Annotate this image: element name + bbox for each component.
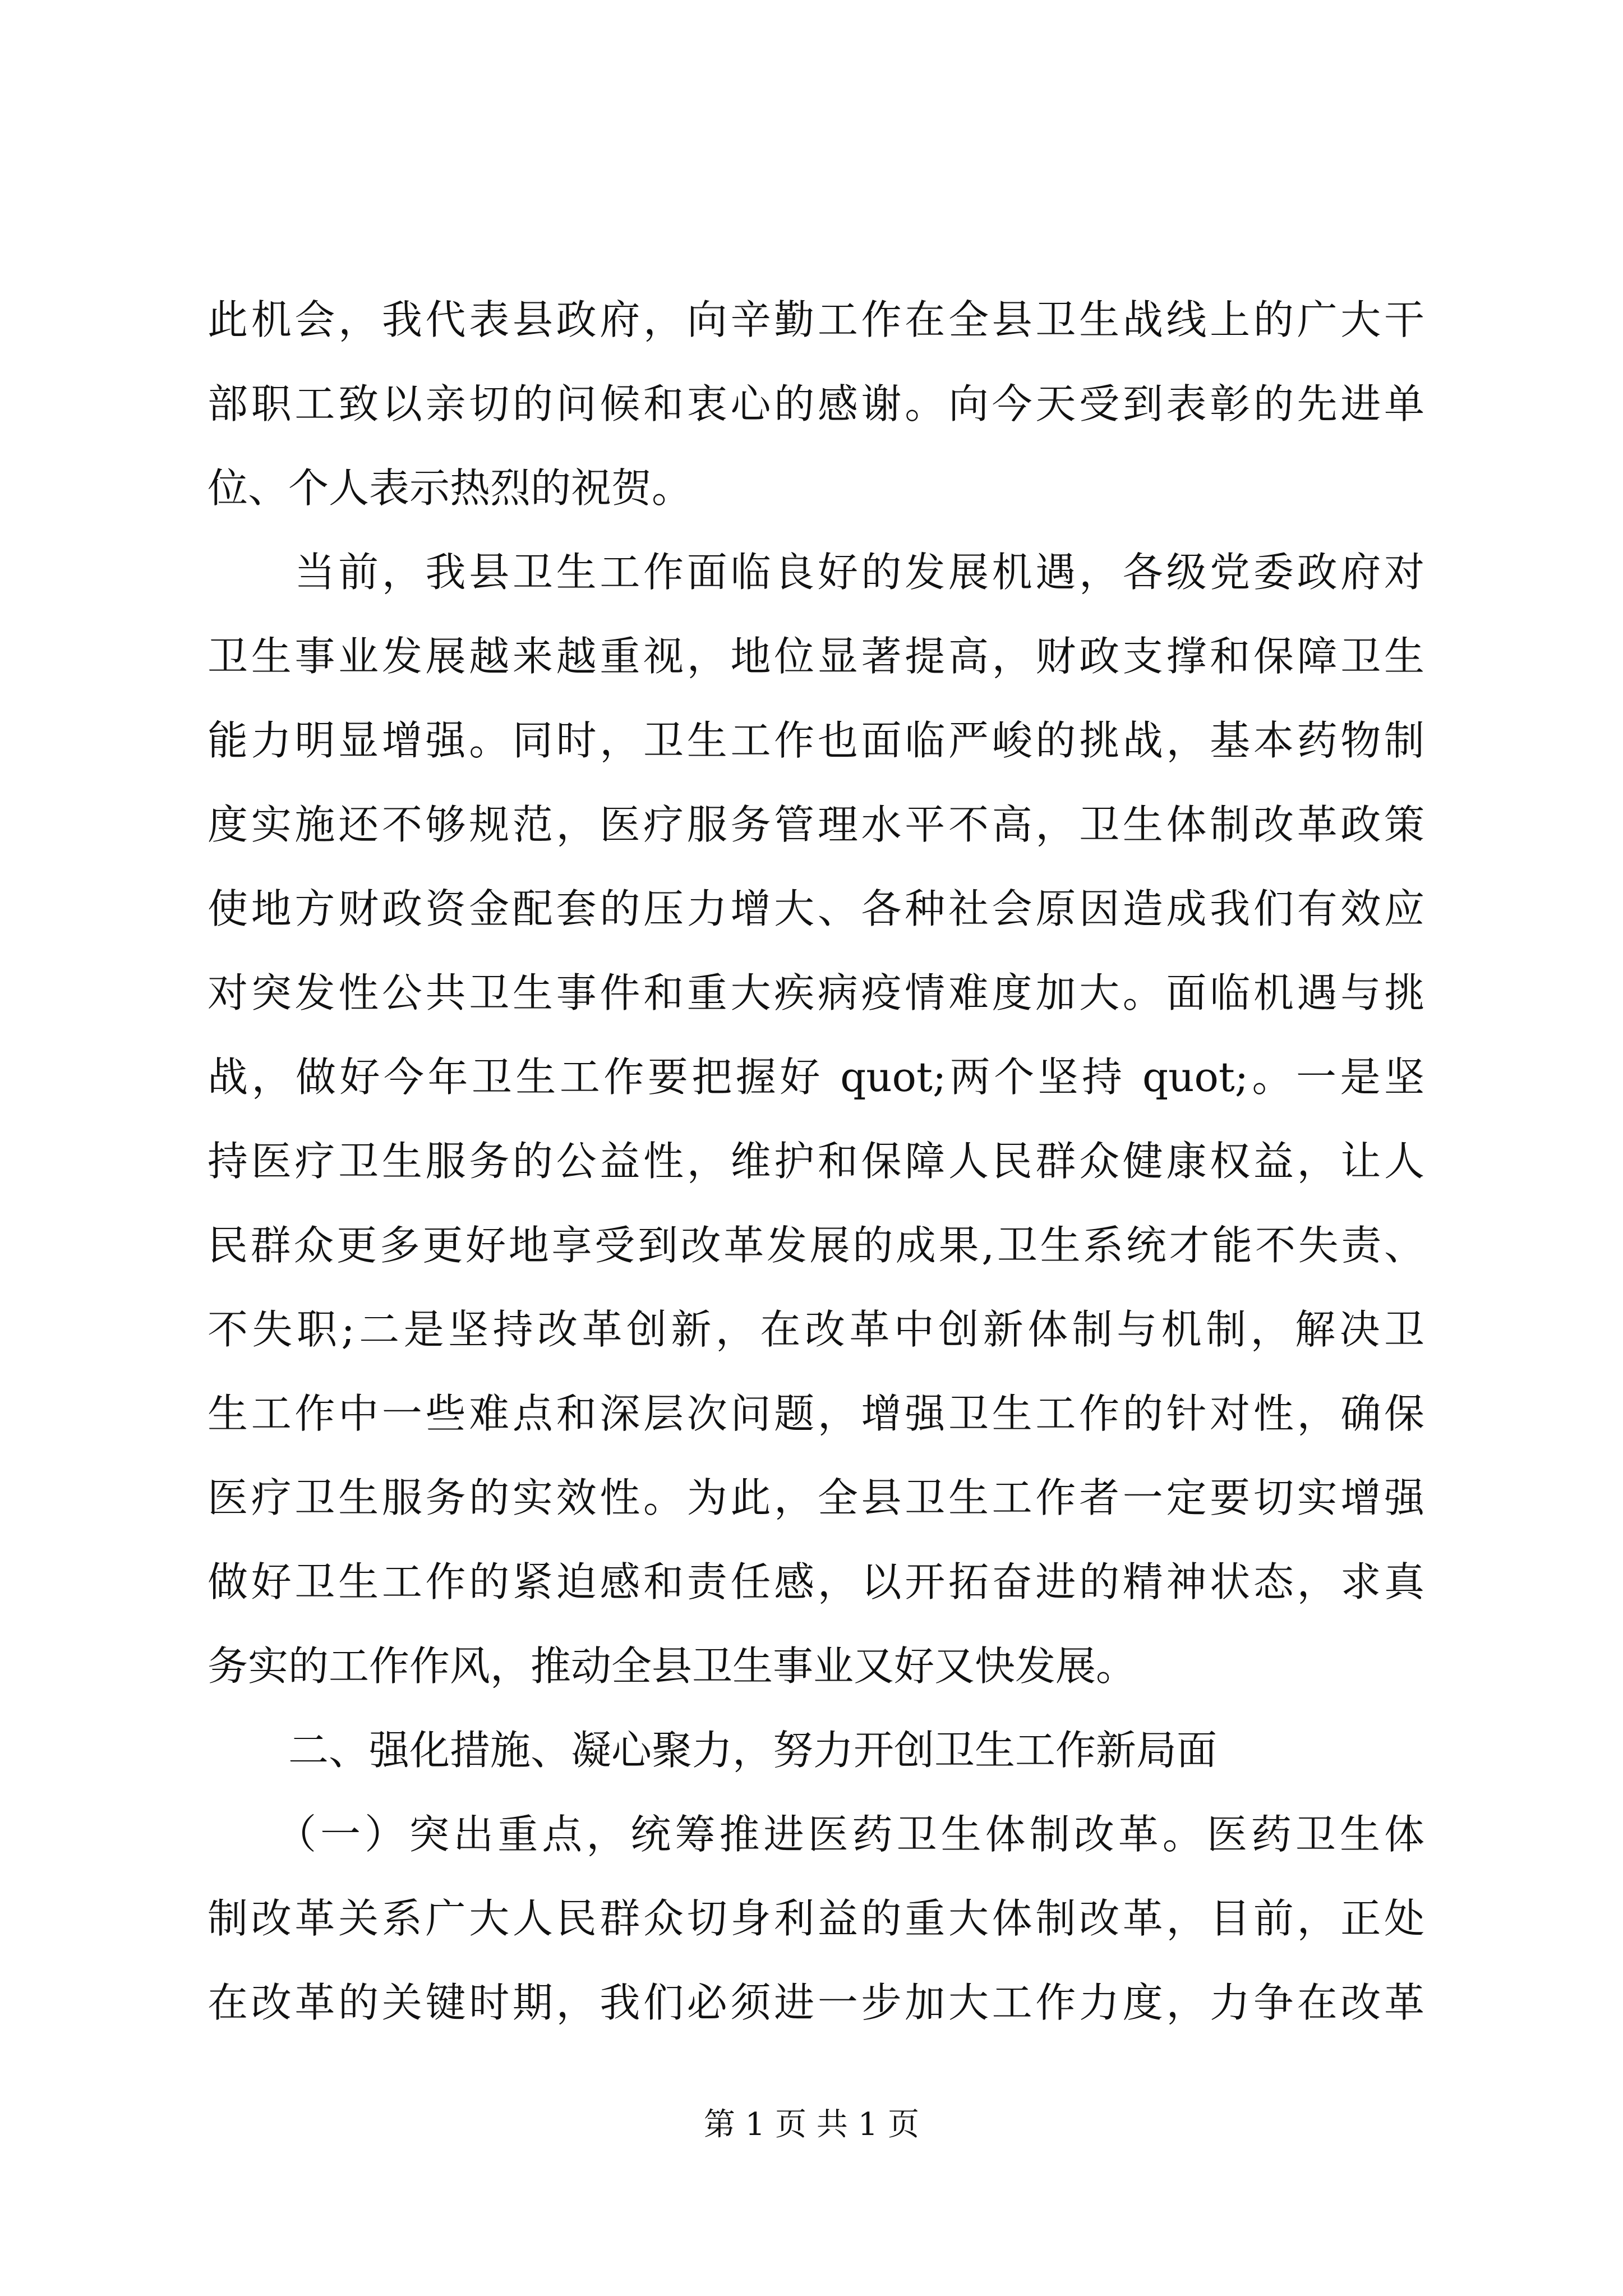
text-line: 务实的工作作风，推动全县卫生事业又好又快发展。 — [208, 1642, 1137, 1690]
text-line: 此机会，我代表县政府，向辛勤工作在全县卫生战线上的广大干 — [208, 296, 1424, 343]
text-line: 卫生事业发展越来越重视，地位显著提高，财政支撑和保障卫生 — [208, 633, 1424, 680]
text-line: （一）突出重点，统筹推进医药卫生体制改革。医药卫生体 — [208, 1811, 1424, 1858]
text-line: 当前，我县卫生工作面临良好的发展机遇，各级党委政府对 — [208, 549, 1424, 596]
text-line: 部职工致以亲切的问候和衷心的感谢。向今天受到表彰的先进单 — [208, 380, 1424, 427]
page-footer: 第 1 页 共 1 页 — [703, 2106, 920, 2143]
text-line: 不失职;二是坚持改革创新，在改革中创新体制与机制，解决卫 — [208, 1306, 1424, 1353]
text-line: 生工作中一些难点和深层次问题，增强卫生工作的针对性，确保 — [208, 1390, 1424, 1437]
text-line: 做好卫生工作的紧迫感和责任感，以开拓奋进的精神状态，求真 — [208, 1558, 1424, 1605]
text-line: 位、个人表示热烈的祝贺。 — [208, 464, 693, 512]
text-line: 战，做好今年卫生工作要把握好 quot;两个坚持 quot;。一是坚 — [208, 1053, 1424, 1101]
text-line: 二、强化措施、凝心聚力，努力开创卫生工作新局面 — [208, 1727, 1218, 1774]
text-line: 度实施还不够规范，医疗服务管理水平不高，卫生体制改革政策 — [208, 801, 1424, 848]
text-line: 能力明显增强。同时，卫生工作也面临严峻的挑战，基本药物制 — [208, 717, 1424, 764]
text-line: 在改革的关键时期，我们必须进一步加大工作力度，力争在改革 — [208, 1979, 1424, 2026]
text-line: 民群众更多更好地享受到改革发展的成果,卫生系统才能不失责、 — [208, 1222, 1424, 1269]
text-line: 持医疗卫生服务的公益性，维护和保障人民群众健康权益，让人 — [208, 1138, 1424, 1185]
document-body — [208, 278, 1424, 2045]
text-line: 制改革关系广大人民群众切身利益的重大体制改革，目前，正处 — [208, 1895, 1424, 1942]
text-line: 使地方财政资金配套的压力增大、各种社会原因造成我们有效应 — [208, 885, 1424, 932]
text-line: 对突发性公共卫生事件和重大疾病疫情难度加大。面临机遇与挑 — [208, 969, 1424, 1016]
text-line: 医疗卫生服务的实效性。为此，全县卫生工作者一定要切实增强 — [208, 1474, 1424, 1521]
